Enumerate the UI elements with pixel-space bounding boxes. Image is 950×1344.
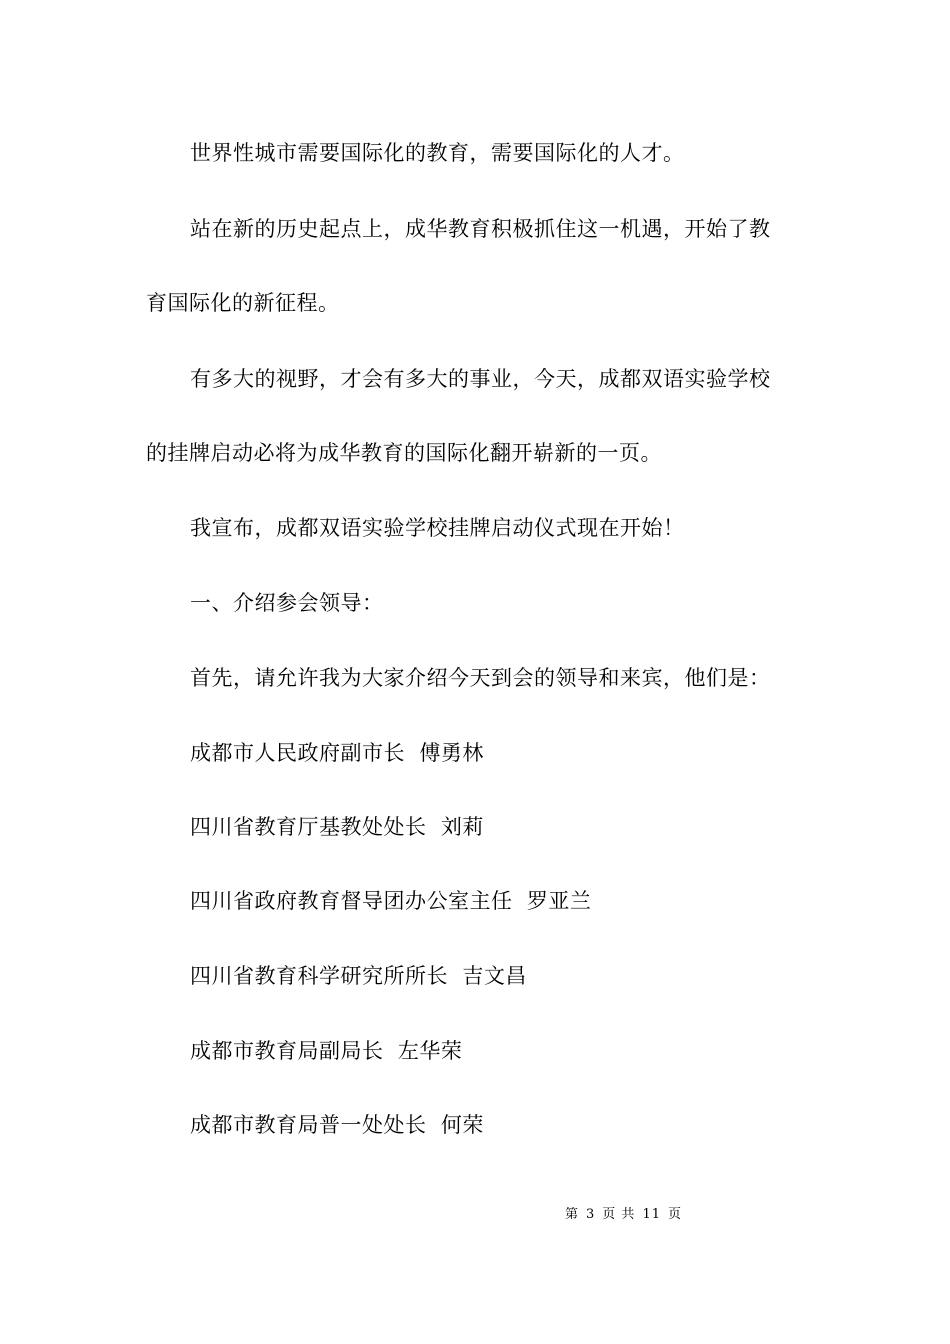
paragraph-2-line-2: 育国际化的新征程。 [146,291,340,315]
footer-total-pages: 11 [642,1207,661,1222]
guest-line [190,739,484,767]
guest-name: 罗亚兰 [526,889,592,913]
footer-page-number: 3 [586,1207,596,1222]
footer-middle: 页 共 [602,1207,636,1222]
guest-title: 成都市教育局副局长 [190,1039,384,1063]
guest-title: 成都市教育局普一处处长 [190,1113,427,1137]
guest-name: 刘莉 [440,815,484,839]
paragraph-3-line-2: 的挂牌启动必将为成华教育的国际化翻开崭新的一页。 [146,441,662,465]
footer-prefix: 第 [565,1207,580,1222]
footer-suffix: 页 [667,1207,682,1222]
page-footer [565,1206,682,1224]
section-heading: 一、介绍参会领导： [190,591,384,615]
guest-title: 四川省教育科学研究所所长 [190,964,448,988]
paragraph-3-line-1: 有多大的视野，才会有多大的事业，今天，成都双语实验学校 [190,367,771,391]
guest-line [190,962,527,990]
guest-line [190,1111,484,1139]
guest-line [190,887,591,915]
guest-name: 吉文昌 [462,964,527,988]
guest-name: 傅勇林 [419,741,484,765]
guest-line [190,1037,462,1065]
guest-name: 左华荣 [397,1039,463,1063]
guest-title: 四川省政府教育督导团办公室主任 [190,889,513,913]
guest-line [190,813,484,841]
guest-title: 成都市人民政府副市长 [190,741,405,765]
paragraph-2-line-1: 站在新的历史起点上，成华教育积极抓住这一机遇，开始了教 [190,217,771,241]
paragraph-4: 我宣布，成都双语实验学校挂牌启动仪式现在开始！ [190,516,685,540]
intro-paragraph: 首先，请允许我为大家介绍今天到会的领导和来宾，他们是： [190,666,771,690]
guest-title: 四川省教育厅基教处处长 [190,815,427,839]
guest-name: 何荣 [440,1113,484,1137]
paragraph-1: 世界性城市需要国际化的教育，需要国际化的人才。 [190,141,685,165]
